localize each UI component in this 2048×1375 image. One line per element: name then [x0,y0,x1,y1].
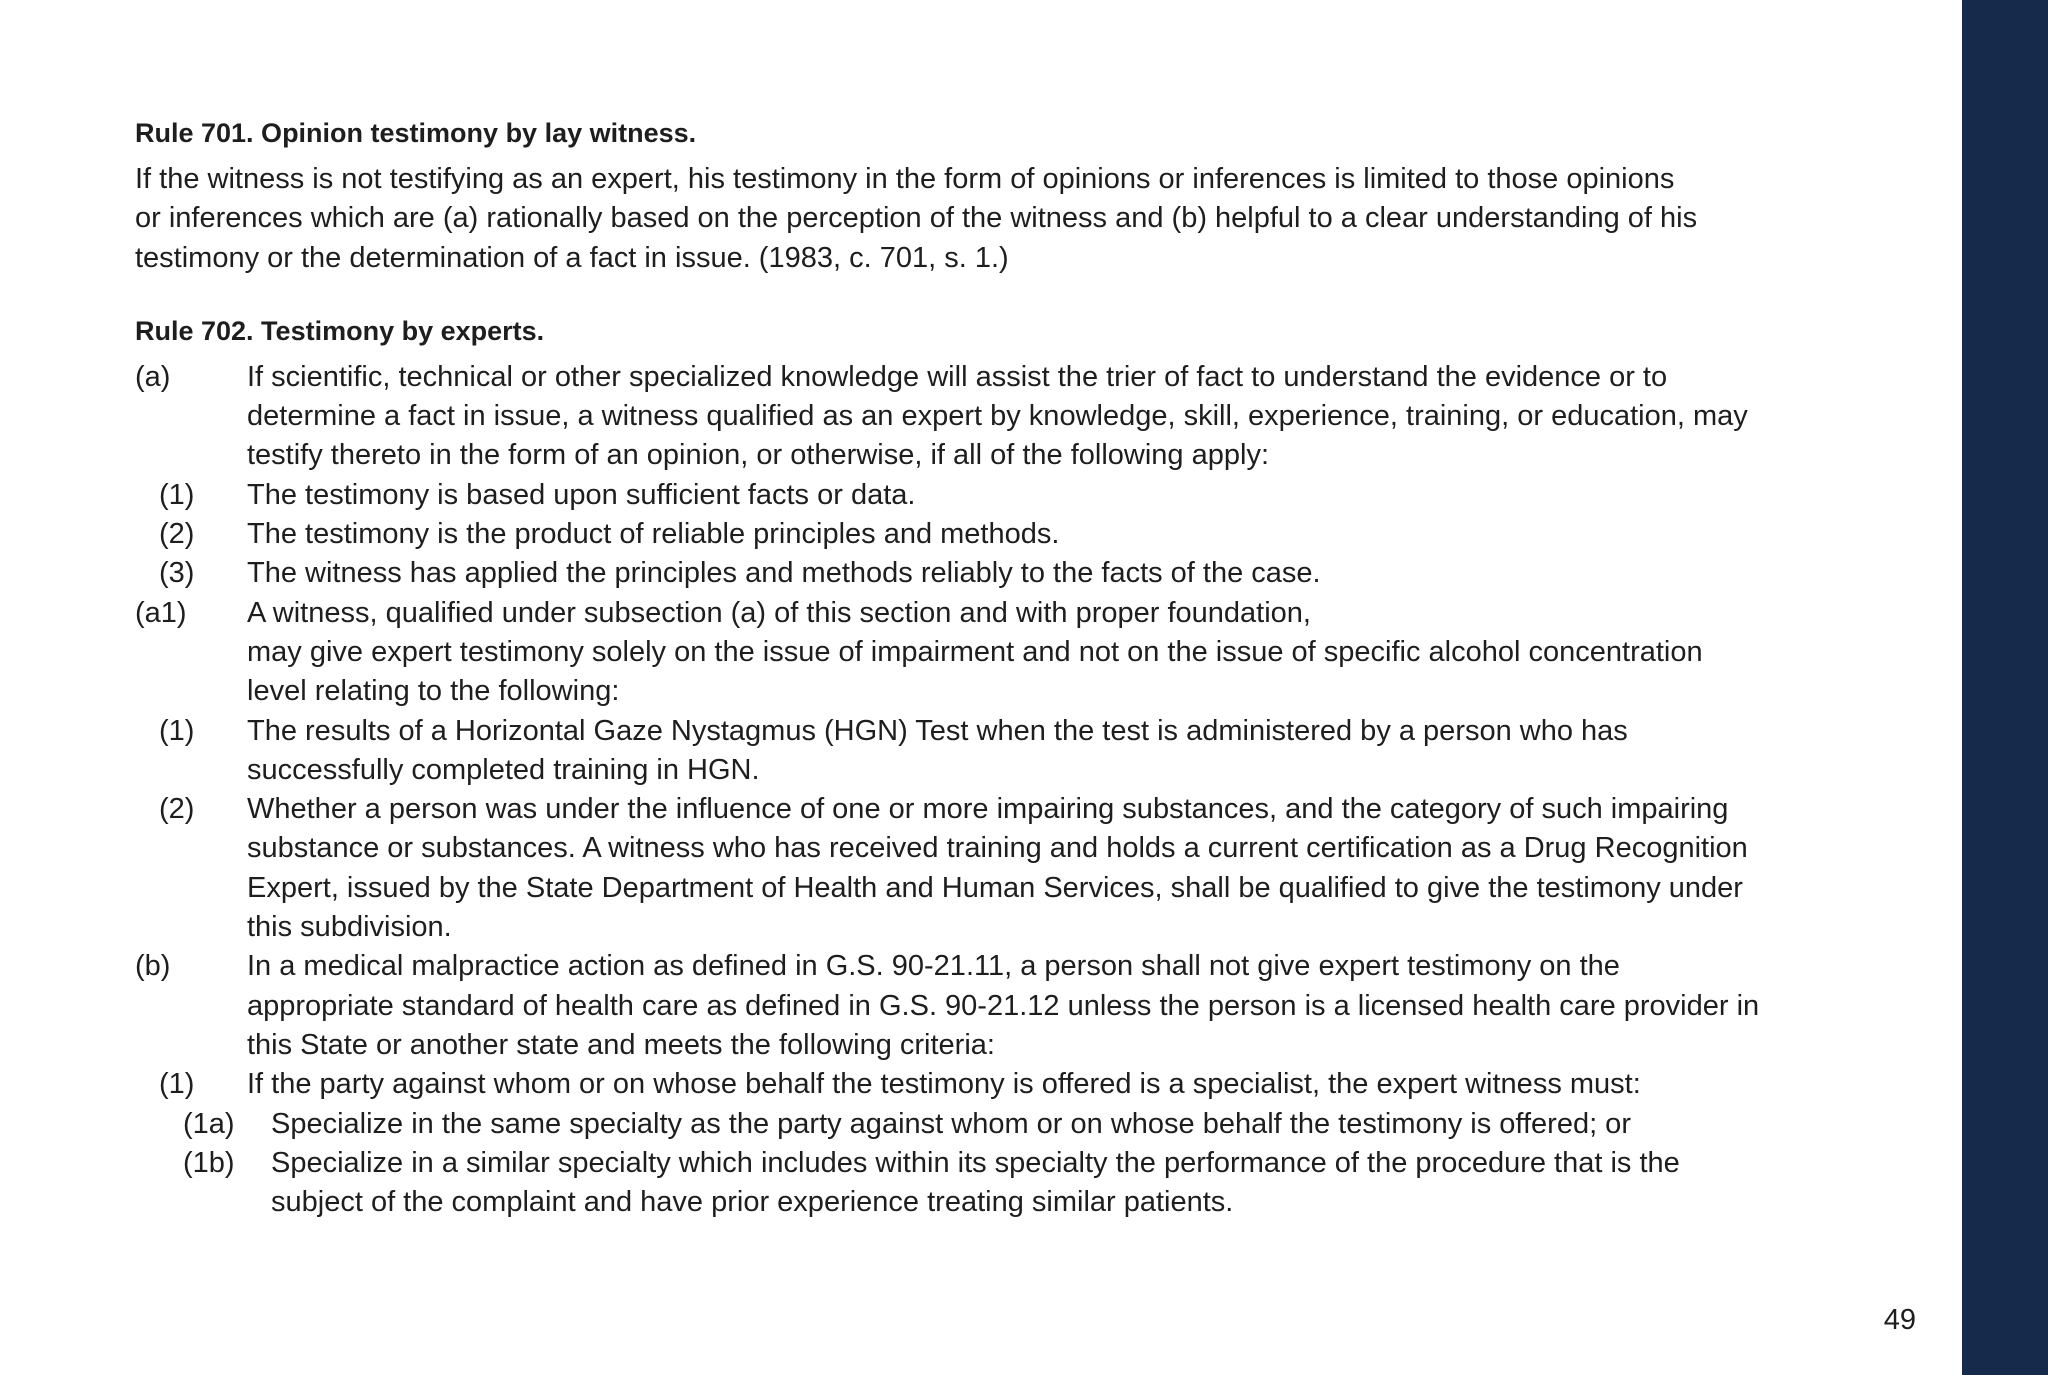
item-text [135,1105,1875,1144]
rule-702-heading: Rule 702. Testimony by experts. [135,315,545,346]
item-text [135,358,1875,476]
rule-702-item [135,1144,1875,1223]
item-text-line: The witness has applied the principles and methods reliably to the facts of the case. [247,557,1321,590]
item-label: (3) [159,557,195,590]
item-text-line: Specialize in the same specialty as the party against whom or on whose behalf the testimony is offered; or [271,1107,1631,1140]
rule-702-item [135,515,1875,554]
item-label: (1) [159,1068,195,1101]
item-text-line: The testimony is the product of reliable principles and methods. [247,518,1060,551]
item-label: (a1) [135,596,187,629]
item-text-line: A witness, qualified under subsection (a) of this section and with proper foundation, [247,596,1311,629]
item-text-line: Whether a person was under the influence of one or more impairing substances, and the category of such impairing [247,793,1729,826]
rule-702-item [135,594,1875,712]
item-text-line: testify thereto in the form of an opinion, or otherwise, if all of the following apply: [247,439,1269,472]
item-label: (1) [159,714,195,747]
item-text-line: If the party against whom or on whose behalf the testimony is offered is a specialist, the expert witness must: [247,1068,1641,1101]
page-number: 49 [1883,1304,1916,1336]
item-text-line: In a medical malpractice action as defined in G.S. 90-21.11, a person shall not give expert testimony on the [247,950,1620,983]
item-text-line: this State or another state and meets the following criteria: [247,1028,995,1061]
item-text-line: The results of a Horizontal Gaze Nystagmus (HGN) Test when the test is administered by a person who has [247,714,1628,747]
item-label: (2) [159,518,195,551]
item-text [135,476,1875,515]
item-label: (a) [135,360,171,393]
item-label: (b) [135,950,171,983]
rule-702-item [135,712,1875,791]
item-text-line: The testimony is based upon sufficient facts or data. [247,478,916,511]
item-text-line: determine a fact in issue, a witness qualified as an expert by knowledge, skill, experience, training, or education, may [247,400,1748,433]
item-text [135,554,1875,593]
item-text [135,1065,1875,1104]
item-label: (1a) [183,1107,235,1140]
item-text-line: Expert, issued by the State Department of Health and Human Services, shall be qualified to give the testimony under [247,871,1743,904]
item-text [135,790,1875,947]
item-text-line: Specialize in a similar specialty which includes within its specialty the performance of the procedure that is the [271,1146,1680,1179]
item-text-line: appropriate standard of health care as defined in G.S. 90-21.12 unless the person is a licensed health care provider in [247,989,1760,1022]
page-content [135,114,1875,1222]
rule-702-list [135,358,1875,1223]
item-text [135,947,1875,1065]
section-spacer [135,278,1875,312]
navy-side-band [1962,0,2048,1375]
rule-702-item [135,358,1875,476]
item-text-line: If scientific, technical or other specialized knowledge will assist the trier of fact to understand the evidence or to [247,360,1668,393]
item-text-line: subject of the complaint and have prior experience treating similar patients. [271,1186,1234,1219]
rule-701-heading: Rule 701. Opinion testimony by lay witness. [135,118,697,148]
item-label: (1b) [183,1146,235,1179]
item-text [135,712,1875,791]
rule-702-item [135,476,1875,515]
rule-702-item [135,554,1875,593]
item-text-line: substance or substances. A witness who has received training and holds a current certification as a Drug Recognition [247,832,1748,865]
item-text-line: successfully completed training in HGN. [247,753,760,786]
item-text-line: level relating to the following: [247,675,620,708]
item-text-line: may give expert testimony solely on the issue of impairment and not on the issue of specific alcohol concentration [247,635,1703,668]
item-text [135,594,1875,712]
item-text [135,1144,1875,1223]
item-label: (1) [159,478,195,511]
item-text-line: this subdivision. [247,911,452,944]
rule-702-item [135,1065,1875,1104]
item-label: (2) [159,793,195,826]
rule-702-item [135,790,1875,947]
rule-701-line: testimony or the determination of a fact in issue. (1983, c. 701, s. 1.) [135,241,1009,274]
rule-701-body [135,160,1875,278]
item-text [135,515,1875,554]
rule-701-line: or inferences which are (a) rationally based on the perception of the witness and (b) helpful to a clear understanding of his [135,202,1698,235]
rule-701-line: If the witness is not testifying as an expert, his testimony in the form of opinions or inferences is limited to those opinions [135,163,1675,195]
rule-702-item [135,947,1875,1065]
rule-702-item [135,1105,1875,1144]
